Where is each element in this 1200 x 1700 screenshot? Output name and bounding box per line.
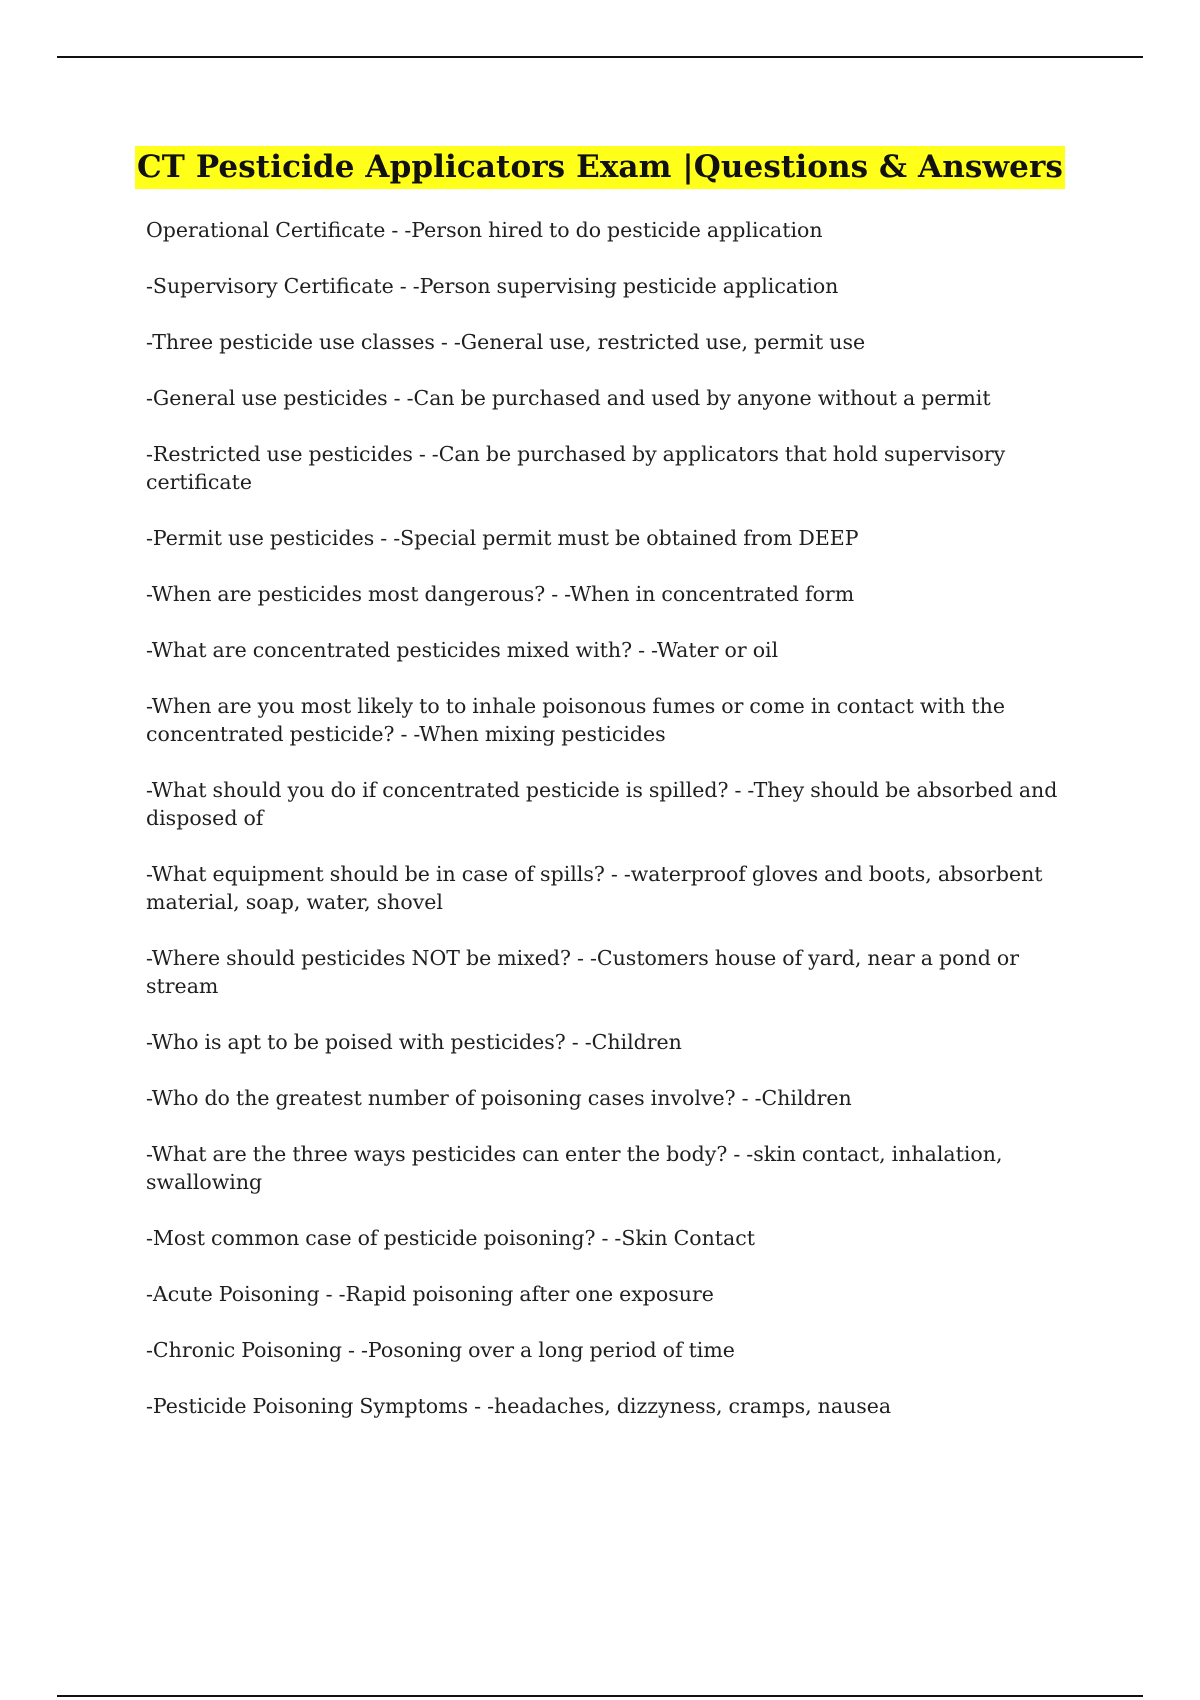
top-rule — [57, 56, 1143, 58]
qa-item: Operational Certificate - -Person hired to do pesticide application — [146, 218, 823, 242]
document-title: CT Pesticide Applicators Exam |Questions & Answers — [135, 146, 1065, 189]
qa-list — [146, 216, 1076, 1448]
qa-item: -Pesticide Poisoning Symptoms - -headaches, dizzyness, cramps, nausea — [146, 1394, 892, 1418]
qa-item: -General use pesticides - -Can be purchased and used by anyone without a permit — [146, 386, 991, 410]
qa-item: -What are concentrated pesticides mixed with? - -Water or oil — [146, 638, 779, 662]
qa-item: -What equipment should be in case of spills? - -waterproof gloves and boots, absorbent material, soap, water, shovel — [146, 862, 1043, 914]
qa-item: -What are the three ways pesticides can enter the body? - -skin contact, inhalation, swallowing — [146, 1142, 1003, 1194]
qa-item: -Chronic Poisoning - -Posoning over a long period of time — [146, 1338, 735, 1362]
title-container — [0, 146, 1200, 189]
qa-item: -Supervisory Certificate - -Person supervising pesticide application — [146, 274, 839, 298]
qa-item: -When are you most likely to to inhale poisonous fumes or come in contact with the concentrated pesticide? - -When mixing pesticides — [146, 694, 1005, 746]
qa-item: -Most common case of pesticide poisoning? - -Skin Contact — [146, 1226, 755, 1250]
qa-item: -What should you do if concentrated pesticide is spilled? - -They should be absorbed and disposed of — [146, 778, 1058, 830]
qa-item: -Permit use pesticides - -Special permit must be obtained from DEEP — [146, 526, 859, 550]
qa-item: -Three pesticide use classes - -General use, restricted use, permit use — [146, 330, 866, 354]
qa-item: -Who do the greatest number of poisoning cases involve? - -Children — [146, 1086, 852, 1110]
qa-item: -Restricted use pesticides - -Can be purchased by applicators that hold supervisory certificate — [146, 442, 1006, 494]
bottom-rule — [57, 1695, 1143, 1697]
qa-item: -When are pesticides most dangerous? - -When in concentrated form — [146, 582, 855, 606]
qa-item: -Acute Poisoning - -Rapid poisoning after one exposure — [146, 1282, 714, 1306]
qa-item: -Where should pesticides NOT be mixed? - -Customers house of yard, near a pond or stream — [146, 946, 1019, 998]
qa-item: -Who is apt to be poised with pesticides? - -Children — [146, 1030, 682, 1054]
